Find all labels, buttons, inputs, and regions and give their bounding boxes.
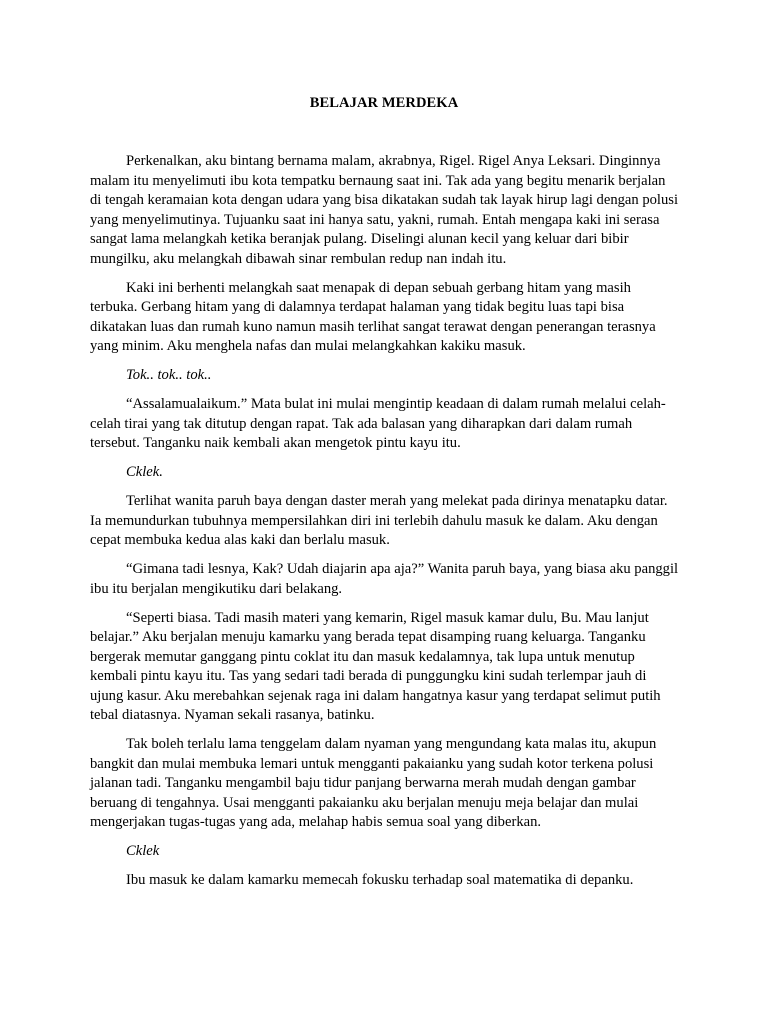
paragraph: Perkenalkan, aku bintang bernama malam, akrabnya, Rigel. Rigel Anya Leksari. Dinginnya malam itu menyelimuti ibu kota tempatku bernaung saat ini. Tak ada yang begitu menarik berjalan di tengah keramaian kota dengan udara yang bisa dikatakan sudah tak layak hirup lagi dengan polusi yang menyelimutinya. Tujuanku saat ini hanya satu, yakni, rumah. Entah mengapa kaki ini serasa sangat lama melangkah ketika beranjak pulang. Diselingi alunan kecil yang keluar dari bibir mungilku, aku melangkah dibawah sinar rembulan redup nan indah itu.: [90, 153, 679, 267]
paragraph: “Assalamualaikum.” Mata bulat ini mulai mengintip keadaan di dalam rumah melalui celah-celah tirai yang tak ditutup dengan rapat. Tak ada balasan yang diharapkan dari dalam rumah tersebut. Tanganku naik kembali akan mengetok pintu kayu itu.: [90, 396, 666, 451]
paragraph: “Gimana tadi lesnya, Kak? Udah diajarin apa aja?” Wanita paruh baya, yang biasa aku panggil ibu itu berjalan mengikutiku dari belakang.: [90, 561, 679, 597]
paragraph: Tak boleh terlalu lama tenggelam dalam nyaman yang mengundang kata malas itu, akupun bangkit dan mulai membuka lemari untuk mengganti pakaianku yang sudah kotor terkena polusi jalanan tadi. Tanganku mengambil baju tidur panjang berwarna merah mudah dengan gambar beruang di tengahnya. Usai mengganti pakaianku aku berjalan menuju meja belajar dan mulai mengerjakan tugas-tugas yang ada, melahap habis semua soal yang diberkan.: [90, 736, 657, 830]
document-title: BELAJAR MERDEKA: [309, 95, 459, 111]
paragraph: “Seperti biasa. Tadi masih materi yang kemarin, Rigel masuk kamar dulu, Bu. Mau lanjut belajar.” Aku berjalan menuju kamarku yang berada tepat disamping ruang keluarga. Tanganku bergerak memutar ganggang pintu coklat itu dan masuk kedalamnya, tak lupa untuk menutup kembali pintu kayu itu. Tas yang sedari tadi berada di punggungku kini sudah terlempar jauh di ujung kasur. Aku merebahkan sejenak raga ini dalam hangatnya kasur yang terdapat selimut putih tebal diatasnya. Nyaman sekali rasanya, batinku.: [90, 609, 661, 723]
paragraph-sound-effect: Cklek: [126, 843, 160, 859]
paragraph: Ibu masuk ke dalam kamarku memecah fokusku terhadap soal matematika di depanku.: [126, 872, 634, 888]
paragraph-sound-effect: Tok.. tok.. tok..: [126, 367, 212, 383]
paragraph: Kaki ini berhenti melangkah saat menapak di depan sebuah gerbang hitam yang masih terbuka. Gerbang hitam yang di dalamnya terdapat halaman yang tidak begitu luas tapi bisa dikatakan luas dan rumah kuno namun masih terlihat sangat terawat dengan penerangan terasnya yang minim. Aku menghela nafas dan mulai melangkahkan kakiku masuk.: [90, 279, 656, 354]
document-body: [90, 152, 680, 900]
paragraph-sound-effect: Cklek.: [126, 464, 163, 480]
paragraph: Terlihat wanita paruh baya dengan daster merah yang melekat pada dirinya menatapku datar. Ia memundurkan tubuhnya mempersilahkan diri ini terlebih dahulu masuk ke dalam. Aku dengan cepat membuka kedua alas kaki dan berlalu masuk.: [90, 493, 668, 548]
